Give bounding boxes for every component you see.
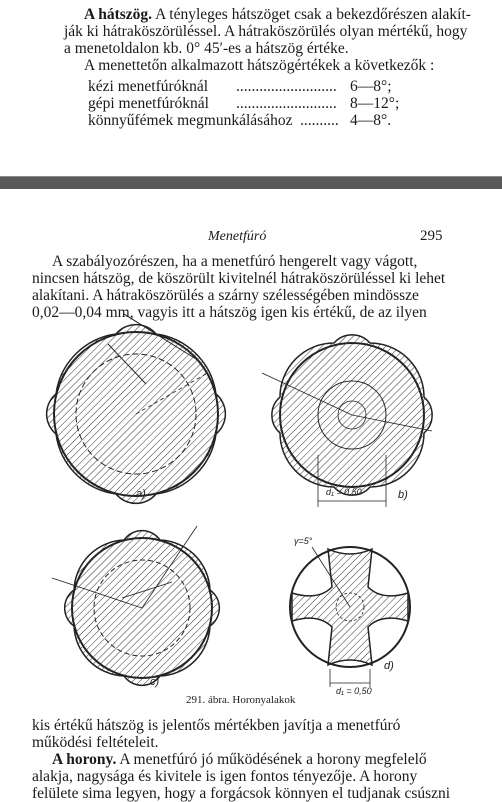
- figure-groove-shapes: [0, 189, 502, 800]
- figure-c: [52, 526, 219, 685]
- figure-b-label: b): [398, 489, 408, 501]
- figure-a-label: a): [136, 488, 146, 500]
- figure-d-gamma: γ=5°: [294, 536, 313, 546]
- figure-a: [47, 314, 226, 503]
- page-separator: [0, 176, 502, 190]
- value-row-leader: ..........: [300, 112, 339, 129]
- horony-line-1-text: A menetfúró jó működésének a horony megfelelő: [116, 751, 427, 768]
- value-row-value: 8—12°;: [350, 95, 400, 112]
- horony-heading: A horony.: [52, 751, 117, 768]
- hatszog-heading: A hátszög.: [84, 6, 153, 23]
- figure-b: [262, 335, 432, 507]
- hatszog-line-2: ják ki hátraköszörüléssel. A hátraköszörülés olyan mértékű, hogy: [64, 23, 468, 40]
- figure-b-dimension: d₁ = 0,50: [326, 487, 362, 497]
- body-line: alakja, nagysága és kivitele is igen fontos tényezője. A horony: [32, 768, 418, 785]
- value-row-value: 6—8°;: [350, 78, 392, 95]
- value-row-label: könnyűfémek megmunkálásához: [88, 112, 293, 129]
- body-line: 0,02—0,04 mm, vagyis itt a hátszög igen kis értékű, de az ilyen: [32, 304, 427, 321]
- upper-page-fragment: [0, 0, 502, 176]
- body-line: működési feltételeit.: [32, 734, 159, 751]
- body-line: kis értékű hátszög is jelentős mértékben javítja a menetfúró: [32, 717, 401, 734]
- page-number: 295: [420, 228, 443, 244]
- running-head: Menetfúró: [208, 229, 267, 244]
- value-row-value: 4—8°.: [350, 112, 392, 129]
- value-row-label: gépi menetfúróknál: [88, 95, 209, 112]
- figure-d-label: d): [384, 660, 394, 672]
- hatszog-line-1: [84, 6, 471, 23]
- value-row-leader: ..........................: [236, 95, 337, 112]
- page-295: [0, 189, 502, 800]
- hatszog-line-3: a menetoldalon kb. 0° 45′-es a hátszög értéke.: [64, 40, 349, 57]
- hatszog-line-1-text: A tényleges hátszöget csak a bekezdőrészen alakít-: [152, 6, 471, 23]
- figure-c-label: c): [150, 676, 160, 688]
- body-line: nincsen hátszög, de köszörült kivitelnél hátraköszörüléssel ki lehet: [32, 270, 446, 287]
- hatszog-values-intro: A menettetőn alkalmazott hátszögértékek a következők :: [84, 57, 435, 74]
- body-line: alakítani. A hátraköszörülés a szárny szélességében mindössze: [32, 287, 419, 304]
- figure-caption: 291. ábra. Horonyalakok: [186, 694, 296, 706]
- body-line: felülete sima legyen, hogy a forgácsok könnyen el tudjanak csúszni: [32, 785, 451, 802]
- value-row-leader: ..........................: [236, 78, 337, 95]
- value-row-label: kézi menetfúróknál: [88, 78, 209, 95]
- figure-d-dimension: d₁ = 0,50: [336, 686, 372, 696]
- body-line: A szabályozórészen, ha a menetfúró hengerelt vagy vágott,: [52, 253, 418, 270]
- horony-line-1: [52, 751, 427, 768]
